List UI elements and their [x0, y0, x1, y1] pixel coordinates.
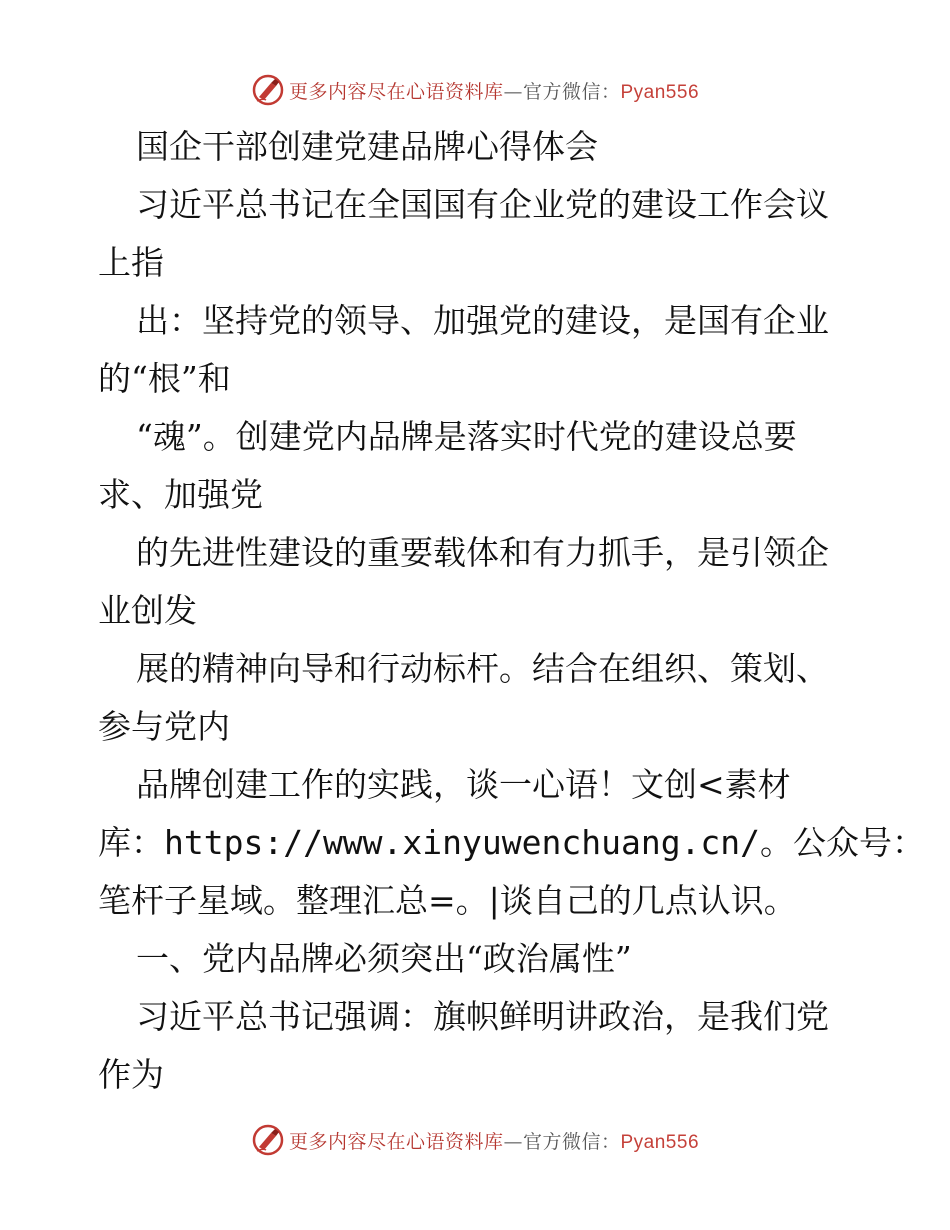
- text-line: 求、加强党: [98, 475, 263, 514]
- banner-wechat-id: Pyan556: [620, 81, 700, 103]
- footer-watermark-banner: [0, 1120, 950, 1160]
- banner-wechat-label: 官方微信：: [522, 1130, 621, 1153]
- banner-wechat-id: Pyan556: [620, 1131, 700, 1153]
- document-body: [98, 118, 926, 1104]
- text-line: 习近平总书记在全国国有企业党的建设工作会议: [136, 185, 829, 224]
- header-watermark-banner: [0, 70, 950, 110]
- text-line: 展的精神向导和行动标杆。结合在组织、策划、: [136, 649, 829, 688]
- text-line: 习近平总书记强调：旗帜鲜明讲政治，是我们党: [136, 997, 829, 1036]
- banner-text: [289, 1127, 699, 1154]
- text-line: 品牌创建工作的实践，谈一心语！文创<素材: [136, 765, 791, 804]
- text-line: 笔杆子星域。整理汇总=。|谈自己的几点认识。: [98, 881, 797, 920]
- text-line: 的“根”和: [98, 359, 231, 398]
- text-line: 的先进性建设的重要载体和有力抓手，是引领企: [136, 533, 829, 572]
- text-line: 参与党内: [98, 707, 230, 746]
- banner-wechat-label: 官方微信：: [522, 80, 621, 103]
- text-line: 上指: [98, 243, 164, 282]
- text-line-url: 库：https://www.xinyuwenchuang.cn/。公众号：: [98, 823, 926, 862]
- document-title: 国企干部创建党建品牌心得体会: [136, 127, 598, 166]
- text-line: 作为: [98, 1055, 164, 1094]
- section-heading: 一、党内品牌必须突出“政治属性”: [136, 939, 632, 978]
- banner-slogan: 更多内容尽在心语资料库: [288, 1130, 504, 1153]
- pen-logo-icon: [251, 73, 285, 107]
- banner-text: [289, 77, 699, 104]
- text-line: “魂”。创建党内品牌是落实时代党的建设总要: [136, 417, 797, 456]
- text-line: 业创发: [98, 591, 197, 630]
- banner-dash: —: [503, 1130, 523, 1153]
- banner-dash: —: [503, 80, 523, 103]
- banner-slogan: 更多内容尽在心语资料库: [288, 80, 504, 103]
- text-line: 出：坚持党的领导、加强党的建设，是国有企业: [136, 301, 829, 340]
- pen-logo-icon: [251, 1123, 285, 1157]
